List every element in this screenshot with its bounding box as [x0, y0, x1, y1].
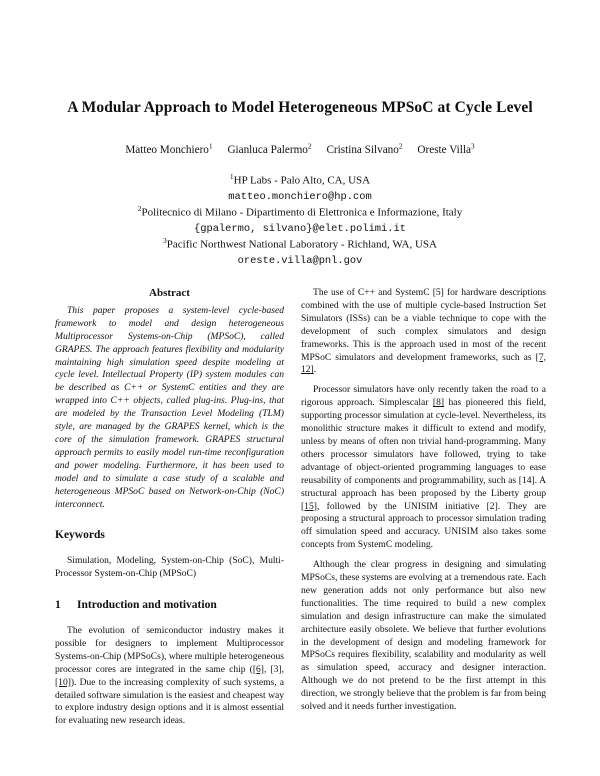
citation-link[interactable]: [6]: [252, 663, 264, 675]
body-paragraph: The use of C++ and SystemC [5] for hardware descriptions combined with the use of multiple cycle-based Instruction Set Simulators (ISSs) can be a viable technique to cope with the development of such complex simulators and design frameworks. This is the approach used in most of the recent MPSoC simulators and development frameworks, such as [7, 12].: [301, 287, 546, 376]
paper-title: A Modular Approach to Model Heterogeneous MPSoC at Cycle Level: [67, 99, 533, 116]
citation-link[interactable]: [8]: [432, 397, 445, 409]
affiliation: $^3$Pacific Northwest National Laboratory - Richland, WA, USA oreste.villa@pnl.gov: [0, 233, 600, 269]
affiliation: $^1$HP Labs - Palo Alto, CA, USA matteo.monchiero@hp.com: [0, 169, 600, 205]
keywords-heading: Keywords: [55, 529, 105, 542]
right-column: [301, 287, 546, 714]
abstract-text: This paper proposes a system-level cycle-based framework to model and design heterogeneous Multiprocessor Systems-on-Chip (MPSoC), called GRAPES. The approach features flexibility and modularity maintaining high simulation speed despite modeling at cycle level. Intellectual Property (IP) system modules can be described as C++ or SystemC entities and they are wrapped into C++ objects, called plug-ins. Plug-ins, that are modeled by the Transaction Level Modeling (TLM) style, are managed by the GRAPES kernel, which is the core of the simulation framework. GRAPES structural approach permits to easily model run-time reconfiguration and power modeling. Furthermore, it has been used to model and to simulate a case study of a scalable and heterogeneous MPSoC based on Network-on-Chip (NoC) interconnect.: [55, 304, 284, 510]
author: Gianluca Palermo$^2$: [227, 141, 312, 156]
citation-link[interactable]: [10]: [55, 676, 71, 688]
citation-link[interactable]: [7, 12]: [301, 351, 546, 376]
section-heading: 1 Introduction and motivation: [55, 599, 217, 612]
body-paragraph: Although the clear progress in designing and simulating MPSoCs, these systems are evolving at a tremendous rate. Each new generation adds not only performance but also new functionalities. The time required to build a new complex simulation and design infrastructure can make the simulated architecture easily obsolete. We believe that further evolutions in the development of design and modeling framework for MPSoCs requires flexibility, scalability and modularity as well as simulation speed, accuracy and designer interaction. Although we do not pretend to be the first attempt in this direction, we strongly believe that the problem is far from being solved and it needs further investigation.: [301, 559, 546, 713]
affiliation: $^2$Politecnico di Milano - Dipartimento di Elettronica e Informazione, Italy {gpalermo, silvano}@elet.polimi.it: [0, 201, 600, 237]
author-list: [0, 141, 600, 156]
email: matteo.monchiero@hp.com: [228, 190, 372, 203]
intro-paragraph: The evolution of semiconductor industry makes it possible for designers to implement Multiprocessor Systems-on-Chip (MPSoCs), where multiple heterogeneous processor cores are integrated in the same chip ([6], [3], [10]). Due to the increasing complexity of such systems, a detailed software simulation is the easiest and cheapest way to explore industry design options and it is almost essential for evaluating new research ideas.: [55, 625, 284, 727]
citation-link[interactable]: [15]: [301, 500, 317, 512]
email: {gpalermo, silvano}@elet.polimi.it: [193, 222, 406, 235]
author: Oreste Villa$^3$: [417, 141, 475, 156]
abstract-heading: Abstract: [149, 287, 190, 299]
author: Cristina Silvano$^2$: [326, 141, 403, 156]
author: Matteo Monchiero$^1$: [125, 141, 213, 156]
body-paragraph: Processor simulators have only recently taken the road to a rigorous approach. Simplescalar [8] has pioneered this field, supporting processor simulation at cycle-level. Nevertheless, its monolithic structure makes it difficult to extend and modify, unless by means of often non trivial hand-programming. Many others processor simulators have followed, trying to take advantage of object-oriented programming languages to ease reusability of components and programmability, such as [14]. A structural approach has been proposed by the Liberty group [15], followed by the UNISIM initiative [2]. They are proposing a structural approach to processor simulation trading off simulation speed and accuracy. UNISIM also takes some concepts from SystemC modeling.: [301, 384, 546, 551]
keywords-text: Simulation, Modeling, System-on-Chip (SoC), Multi-Processor System-on-Chip (MPSoC): [55, 555, 284, 580]
email: oreste.villa@pnl.gov: [237, 254, 363, 267]
left-column: [55, 287, 284, 728]
